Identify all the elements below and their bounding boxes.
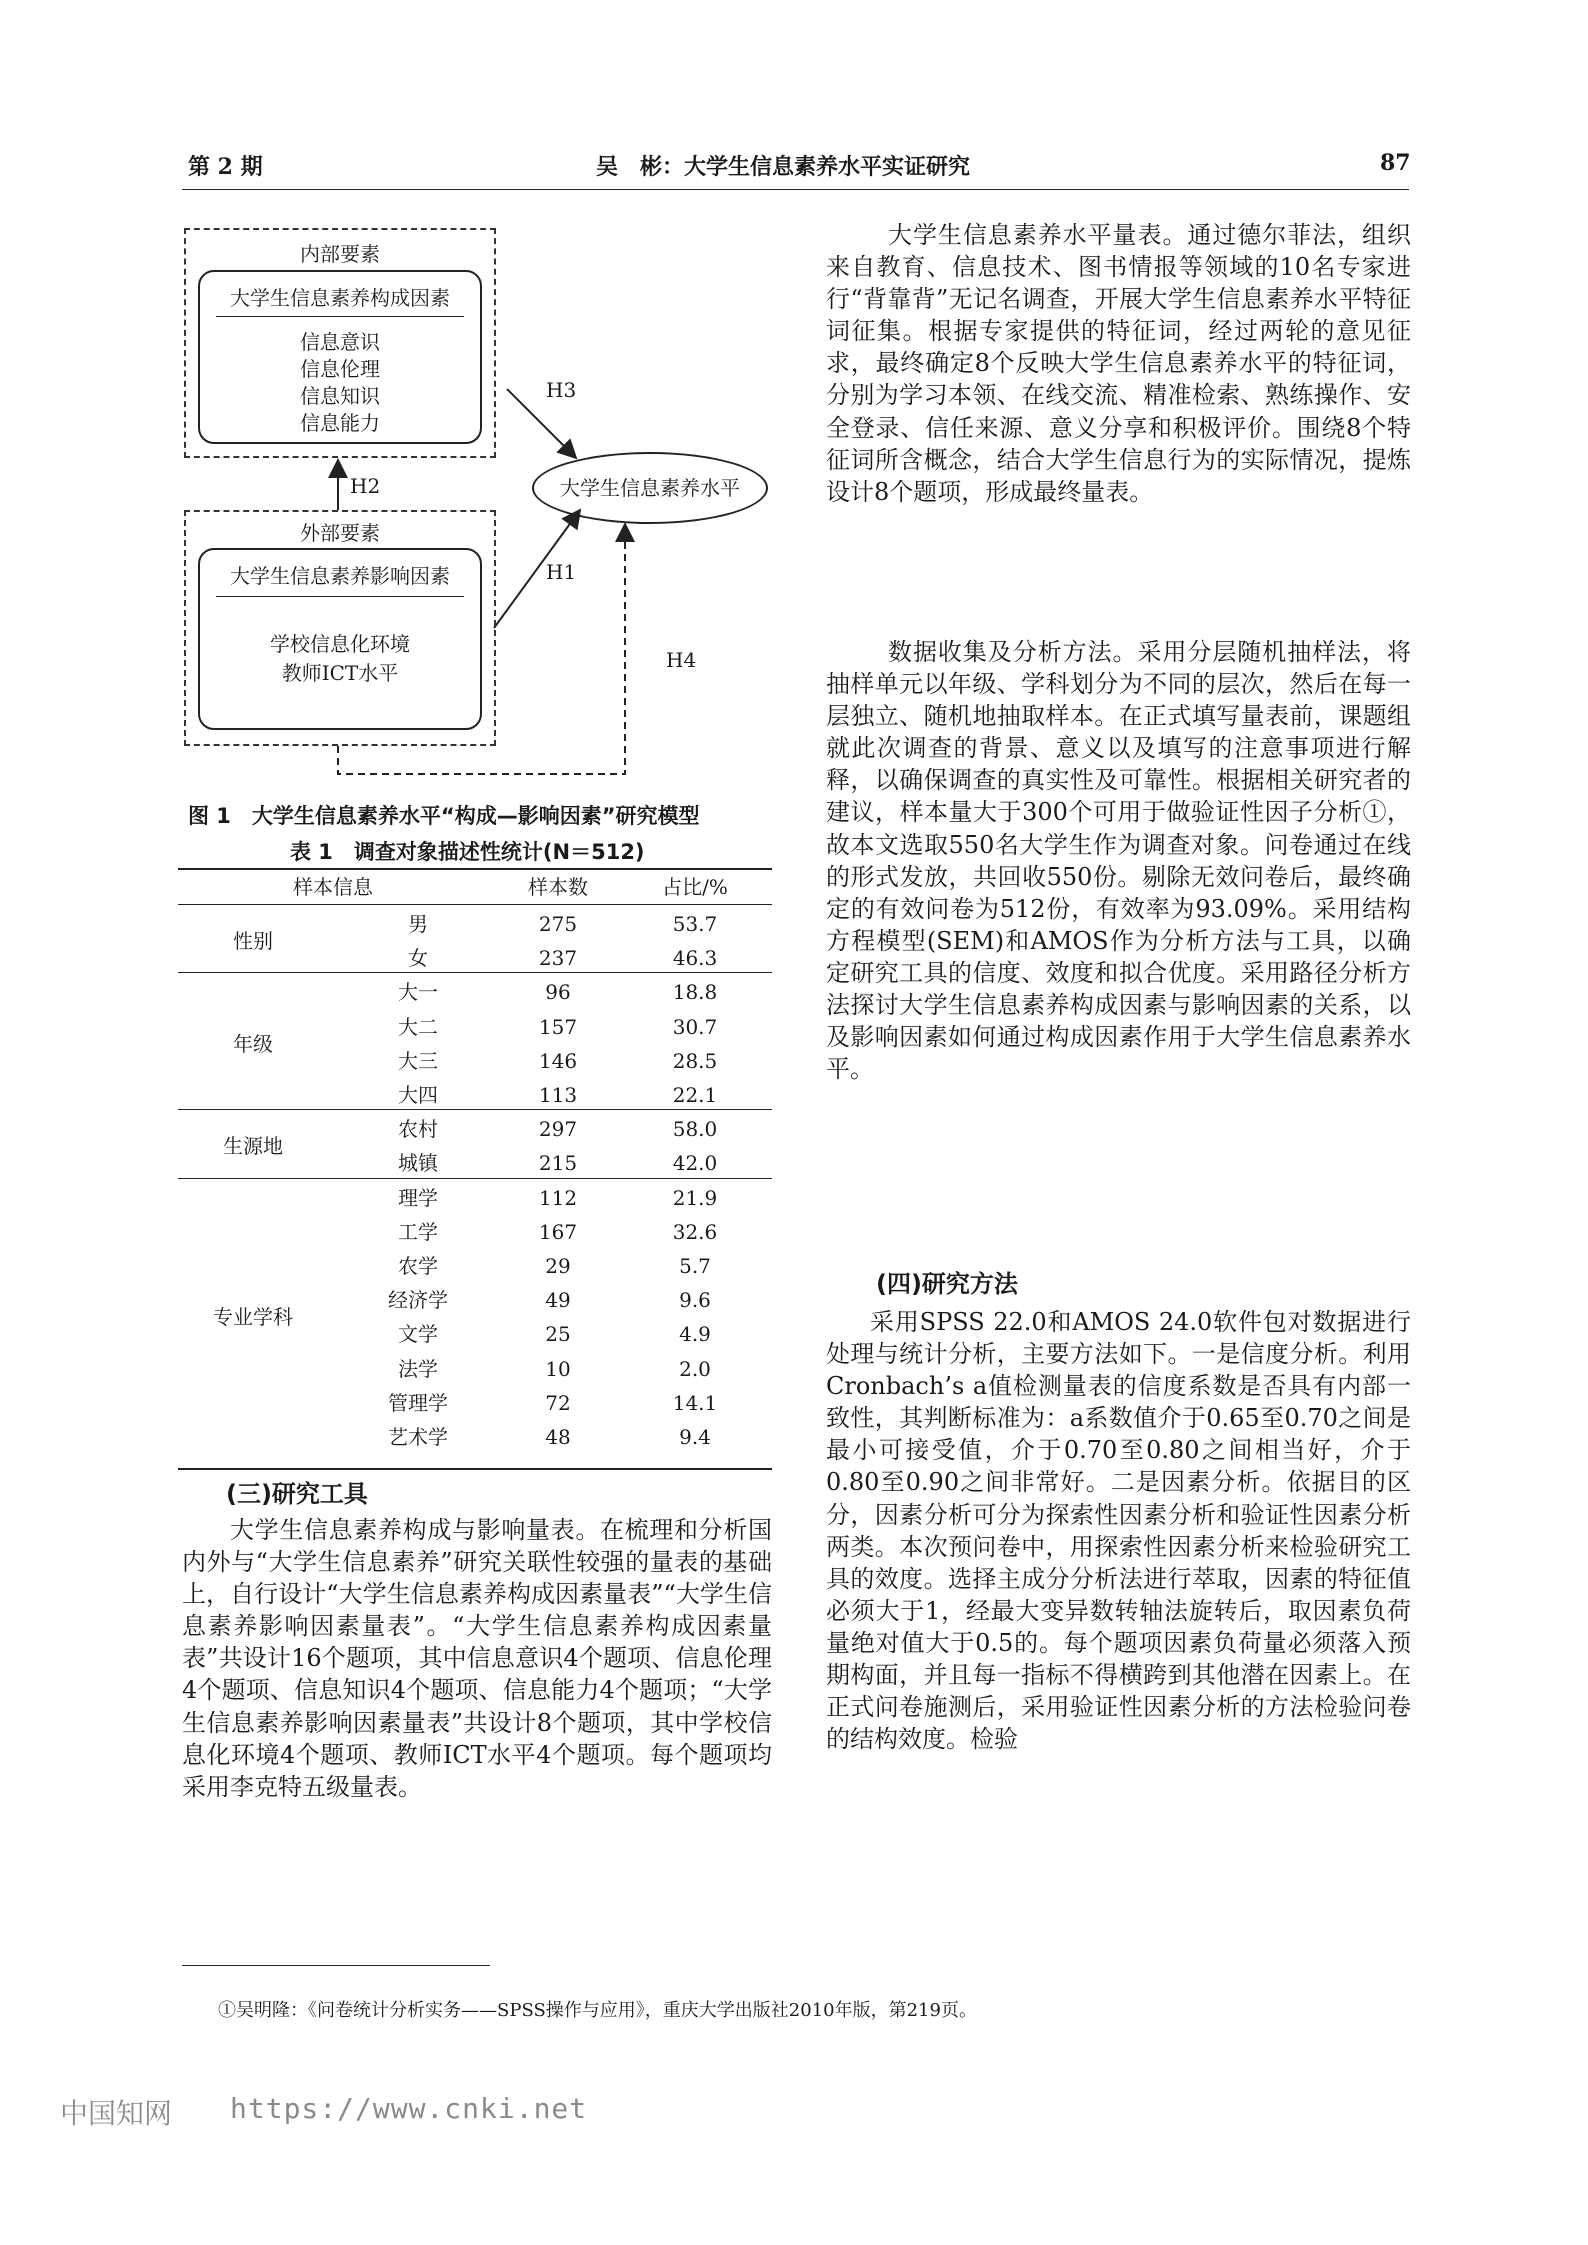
table-row-label: 理学 — [398, 1185, 438, 1210]
internal-label: 内部要素 — [300, 242, 380, 266]
watermark-url[interactable]: https://www.cnki.net — [230, 2092, 588, 2125]
table-row-label: 大三 — [398, 1048, 438, 1073]
paragraph: 数据收集及分析方法。采用分层随机抽样法，将抽样单元以年级、学科划分为不同的层次，然后在每一层独立、随机地抽取样本。在正式填写量表前，课题组就此次调查的背景、意义以及填写的注意事项进行解释，以确保调查的真实性及可靠性。根据相关研究者的建议，样本量大于300个可用于做验证性因子分析①，故本文选取550名大学生作为调查对象。问卷通过在线的形式发放，共回收550份。剔除无效问卷后，最终确定的有效问卷为512份，有效率为93.09%。采用结构方程模型(SEM)和AMOS作为分析方法与工具，以确定研究工具的信度、效度和拟合优度。采用路径分析方法探讨大学生信息素养构成因素与影响因素的关系，以及影响因素如何通过构成因素作用于大学生信息素养水平。 — [826, 638, 1411, 1084]
table-row-label: 城镇 — [398, 1151, 438, 1176]
table-percent-cell: 46.3 — [672, 946, 718, 971]
outcome-label: 大学生信息素养水平 — [560, 476, 740, 500]
table-count-cell: 48 — [545, 1425, 571, 1449]
external-title: 大学生信息素养影响因素 — [230, 564, 450, 588]
path-label-h2: H2 — [350, 474, 381, 498]
table-count-cell: 49 — [545, 1288, 571, 1313]
table-header-cell: 占比/% — [662, 875, 728, 899]
footnote: ①吴明隆：《问卷统计分析实务——SPSS操作与应用》，重庆大学出版社2010年版，第219页。 — [218, 2000, 977, 2021]
table-row-label: 大一 — [398, 980, 438, 1005]
table-row-label: 大四 — [398, 1083, 438, 1107]
path-label-h3: H3 — [546, 378, 577, 402]
table-row-label: 农学 — [398, 1254, 438, 1278]
table-percent-cell: 5.7 — [679, 1254, 711, 1278]
table-count-cell: 10 — [545, 1356, 571, 1381]
table-count-cell: 215 — [538, 1151, 578, 1176]
table-percent-cell: 9.4 — [679, 1425, 711, 1449]
table-count-cell: 146 — [538, 1048, 578, 1073]
table-percent-cell: 53.7 — [672, 912, 718, 936]
paragraph: 采用SPSS 22.0和AMOS 24.0软件包对数据进行处理与统计分析，主要方法如下。一是信度分析。利用Cronbach’s a值检测量表的信度系数是否具有内部一致性，其判断标准为：a系数值介于0.65至0.70之间是最小可接受值，介于0.70至0.80之间相当好，介于0.80至0.90之间非常好。二是因素分析。依据目的区分，因素分析可分为探索性因素分析和验证性因素分析两类。本次预问卷中，用探索性因素分析来检验研究工具的效度。选择主成分分析法进行萃取，因素的特征值必须大于1，经最大变异数转轴法旋转后，取因素负荷量绝对值大于0.5的。每个题项因素负荷量必须落入预期构面，并且每一指标不得横跨到其他潜在因素上。在正式问卷施测后，采用验证性因素分析的方法检验问卷的结构效度。检验 — [826, 1308, 1411, 1754]
table-header-cell: 样本信息 — [293, 875, 373, 899]
path-label-h1: H1 — [546, 560, 577, 584]
section-heading-4: (四)研究方法 — [876, 1270, 1018, 1298]
table-percent-cell: 32.6 — [672, 1219, 718, 1244]
table-row-label: 男 — [408, 912, 428, 936]
table-group-rule — [178, 972, 772, 973]
table-group-rule — [178, 1109, 772, 1110]
table-row-label: 女 — [408, 946, 428, 971]
table-caption: 表 1 调查对象描述性统计(N＝512) — [290, 840, 645, 864]
internal-title: 大学生信息素养构成因素 — [230, 286, 450, 310]
table-group-label: 专业学科 — [213, 1305, 293, 1330]
table-count-cell: 112 — [538, 1185, 578, 1210]
table-percent-cell: 18.8 — [672, 980, 718, 1005]
table-count-cell: 157 — [538, 1014, 578, 1039]
table-count-cell: 297 — [538, 1117, 578, 1142]
table-group-label: 生源地 — [223, 1134, 283, 1159]
table-percent-cell: 4.9 — [679, 1322, 711, 1347]
internal-item: 信息知识 — [300, 384, 380, 408]
table-count-cell: 237 — [538, 946, 578, 971]
watermark-brand: 中国知网 — [60, 2097, 173, 2130]
internal-item: 信息伦理 — [300, 357, 380, 381]
table-header-rule — [178, 904, 772, 905]
issue-number: 第 2 期 — [188, 154, 263, 180]
external-item: 教师ICT水平 — [281, 661, 399, 685]
table-row-label: 大二 — [398, 1014, 438, 1039]
table-count-cell: 25 — [545, 1322, 571, 1347]
table-percent-cell: 58.0 — [672, 1117, 718, 1142]
figure-caption: 图 1 大学生信息素养水平“构成—影响因素”研究模型 — [188, 804, 700, 828]
research-model-figure — [182, 228, 772, 783]
internal-item: 信息能力 — [300, 411, 380, 435]
external-title-rule — [216, 596, 464, 597]
table-row-label: 文学 — [398, 1322, 438, 1347]
paragraph: 大学生信息素养水平量表。通过德尔菲法，组织来自教育、信息技术、图书情报等领域的10名专家进行“背靠背”无记名调查，开展大学生信息素养水平特征词征集。根据专家提供的特征词，经过两轮的意见征求，最终确定8个反映大学生信息素养水平的特征词，分别为学习本领、在线交流、精准检索、熟练操作、安全登录、信任来源、意义分享和积极评价。围绕8个特征词所含概念，结合大学生信息行为的实际情况，提炼设计8个题项，形成最终量表。 — [826, 221, 1411, 506]
table-row-label: 管理学 — [388, 1390, 448, 1415]
table-row-label: 艺术学 — [388, 1425, 448, 1449]
table-row-label: 工学 — [398, 1219, 438, 1244]
internal-title-rule — [216, 316, 464, 317]
table-count-cell: 167 — [538, 1219, 578, 1244]
table-group-rule — [178, 1178, 772, 1179]
footnote-rule — [182, 1965, 490, 1966]
external-label: 外部要素 — [300, 521, 380, 545]
table-row-label: 农村 — [398, 1117, 438, 1142]
path-label-h4: H4 — [666, 648, 697, 672]
table-bottom-rule — [178, 1468, 772, 1470]
table-count-cell: 96 — [545, 980, 571, 1005]
table-count-cell: 275 — [538, 912, 578, 936]
page-number: 87 — [1380, 150, 1411, 176]
table-percent-cell: 22.1 — [672, 1083, 718, 1107]
table-percent-cell: 21.9 — [672, 1185, 718, 1210]
section-heading-3: (三)研究工具 — [226, 1480, 368, 1508]
table-percent-cell: 30.7 — [672, 1014, 718, 1039]
table-percent-cell: 14.1 — [672, 1390, 718, 1415]
table-header-cell: 样本数 — [528, 875, 588, 899]
running-title: 吴 彬：大学生信息素养水平实证研究 — [596, 154, 971, 180]
table-group-label: 性别 — [233, 929, 273, 954]
table-top-rule — [178, 868, 772, 870]
table-percent-cell: 28.5 — [672, 1048, 718, 1073]
internal-item: 信息意识 — [300, 330, 380, 354]
table-row-label: 经济学 — [388, 1288, 448, 1313]
table-count-cell: 113 — [538, 1083, 578, 1107]
table-percent-cell: 2.0 — [679, 1356, 711, 1381]
table-count-cell: 29 — [545, 1254, 571, 1278]
external-item: 学校信息化环境 — [270, 632, 410, 656]
paragraph: 大学生信息素养构成与影响量表。在梳理和分析国内外与“大学生信息素养”研究关联性较强的量表的基础上，自行设计“大学生信息素养构成因素量表”“大学生信息素养影响因素量表”。“大学生信息素养构成因素量表”共设计16个题项，其中信息意识4个题项、信息伦理4个题项、信息知识4个题项、信息能力4个题项；“大学生信息素养影响因素量表”共设计8个题项，其中学校信息化环境4个题项、教师ICT水平4个题项。每个题项均采用李克特五级量表。 — [182, 1516, 772, 1801]
table-percent-cell: 42.0 — [672, 1151, 718, 1176]
table-count-cell: 72 — [545, 1390, 571, 1415]
table-group-label: 年级 — [233, 1031, 273, 1056]
table-percent-cell: 9.6 — [679, 1288, 711, 1313]
table-row-label: 法学 — [398, 1356, 438, 1381]
header-rule — [182, 189, 1409, 190]
